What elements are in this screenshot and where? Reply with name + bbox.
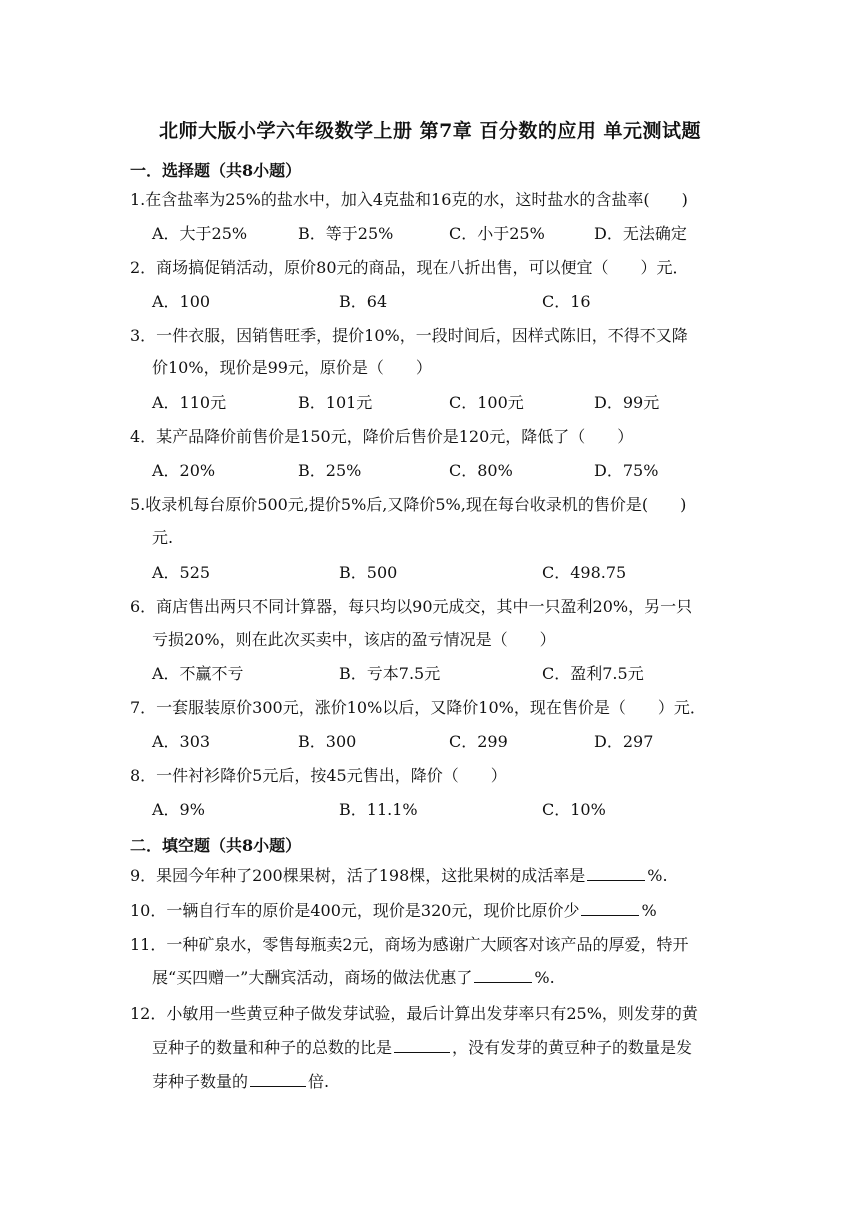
question-6-line-1: 6．商店售出两只不同计算器，每只均以90元成交，其中一只盈利20%，另一只 — [130, 597, 693, 616]
question-11-line-1: 11．一种矿泉水，零售每瓶卖2元，商场为感谢广大顾客对该产品的厚爱，特开 — [130, 935, 689, 954]
question-8: 8．一件衬衫降价5元后，按45元售出，降价（ ） — [130, 766, 507, 785]
q4-option-d: D．75% — [594, 461, 659, 480]
question-10-unit: % — [641, 901, 657, 920]
q3-option-b: B．101元 — [298, 393, 373, 412]
question-12-line-2 — [152, 1038, 692, 1058]
q6-option-b: B．亏本7.5元 — [339, 664, 441, 683]
question-5-line-1: 5.收录机每台原价500元,提价5%后,又降价5%,现在每台收录机的售价是( ) — [130, 495, 687, 514]
q1-option-a: A．大于25% — [152, 224, 248, 243]
question-12-text-c: 芽种子数量的 — [152, 1072, 249, 1091]
q2-option-c: C．16 — [542, 292, 591, 311]
q3-option-d: D．99元 — [594, 393, 660, 412]
question-3-line-2: 价10%，现价是99元，原价是（ ） — [152, 358, 432, 377]
question-12-line-1: 12．小敏用一些黄豆种子做发芽试验，最后计算出发芽率只有25%，则发芽的黄 — [130, 1004, 698, 1023]
answer-blank — [250, 1072, 306, 1087]
q7-option-c: C．299 — [449, 732, 508, 751]
q7-option-a: A．303 — [152, 732, 211, 751]
q8-option-b: B．11.1% — [339, 800, 418, 819]
q1-option-b: B．等于25% — [298, 224, 394, 243]
question-9-unit: %. — [647, 866, 668, 885]
q6-option-c: C．盈利7.5元 — [542, 664, 644, 683]
q1-option-c: C．小于25% — [449, 224, 545, 243]
q8-option-c: C．10% — [542, 800, 606, 819]
question-1: 1.在含盐率为25%的盐水中，加入4克盐和16克的水，这时盐水的含盐率( ) — [130, 190, 688, 209]
q4-option-b: B．25% — [298, 461, 362, 480]
question-12-text-a: 豆种子的数量和种子的总数的比是 — [152, 1038, 393, 1057]
question-12-line-3 — [152, 1072, 329, 1092]
section-heading-choice: 一．选择题（共8小题） — [130, 161, 302, 180]
question-11-text: 展“买四赠一”大酬宾活动，商场的做法优惠了 — [152, 968, 473, 987]
question-12-text-b: ，没有发芽的黄豆种子的数量是发 — [452, 1038, 693, 1057]
question-4: 4．某产品降价前售价是150元，降价后售价是120元，降低了（ ） — [130, 427, 634, 446]
question-12-text-d: 倍. — [308, 1072, 330, 1091]
question-11-unit: %. — [534, 968, 555, 987]
question-6-line-2: 亏损20%，则在此次买卖中，该店的盈亏情况是（ ） — [152, 630, 556, 649]
q3-option-a: A．110元 — [152, 393, 227, 412]
q3-option-c: C．100元 — [449, 393, 524, 412]
page-title: 北师大版小学六年级数学上册 第7章 百分数的应用 单元测试题 — [158, 120, 702, 142]
question-9-text: 9．果园今年种了200棵果树，活了198棵，这批果树的成活率是 — [130, 866, 586, 885]
answer-blank — [587, 866, 645, 881]
q7-option-d: D．297 — [594, 732, 654, 751]
question-5-line-2: 元. — [152, 528, 174, 547]
question-2: 2．商场搞促销活动，原价80元的商品，现在八折出售，可以便宜（ ）元． — [130, 258, 689, 277]
q5-option-a: A．525 — [152, 563, 211, 582]
answer-blank — [394, 1038, 450, 1053]
q4-option-a: A．20% — [152, 461, 216, 480]
question-10-text: 10．一辆自行车的原价是400元，现价是320元，现价比原价少 — [130, 901, 580, 920]
q2-option-b: B．64 — [339, 292, 388, 311]
q7-option-b: B．300 — [298, 732, 357, 751]
question-9 — [130, 866, 668, 886]
section-heading-fill: 二．填空题（共8小题） — [130, 836, 302, 855]
question-7: 7．一套服装原价300元，涨价10%以后，又降价10%，现在售价是（ ）元． — [130, 698, 706, 717]
q5-option-c: C．498.75 — [542, 563, 627, 582]
q6-option-a: A．不赢不亏 — [152, 664, 244, 683]
question-10 — [130, 901, 657, 921]
question-11-line-2 — [152, 968, 555, 988]
q8-option-a: A．9% — [152, 800, 205, 819]
question-3-line-1: 3．一件衣服，因销售旺季，提价10%，一段时间后，因样式陈旧，不得不又降 — [130, 326, 688, 345]
q1-option-d: D．无法确定 — [594, 224, 687, 243]
answer-blank — [581, 901, 639, 916]
q5-option-b: B．500 — [339, 563, 398, 582]
answer-blank — [474, 968, 532, 983]
q2-option-a: A．100 — [152, 292, 211, 311]
q4-option-c: C．80% — [449, 461, 513, 480]
